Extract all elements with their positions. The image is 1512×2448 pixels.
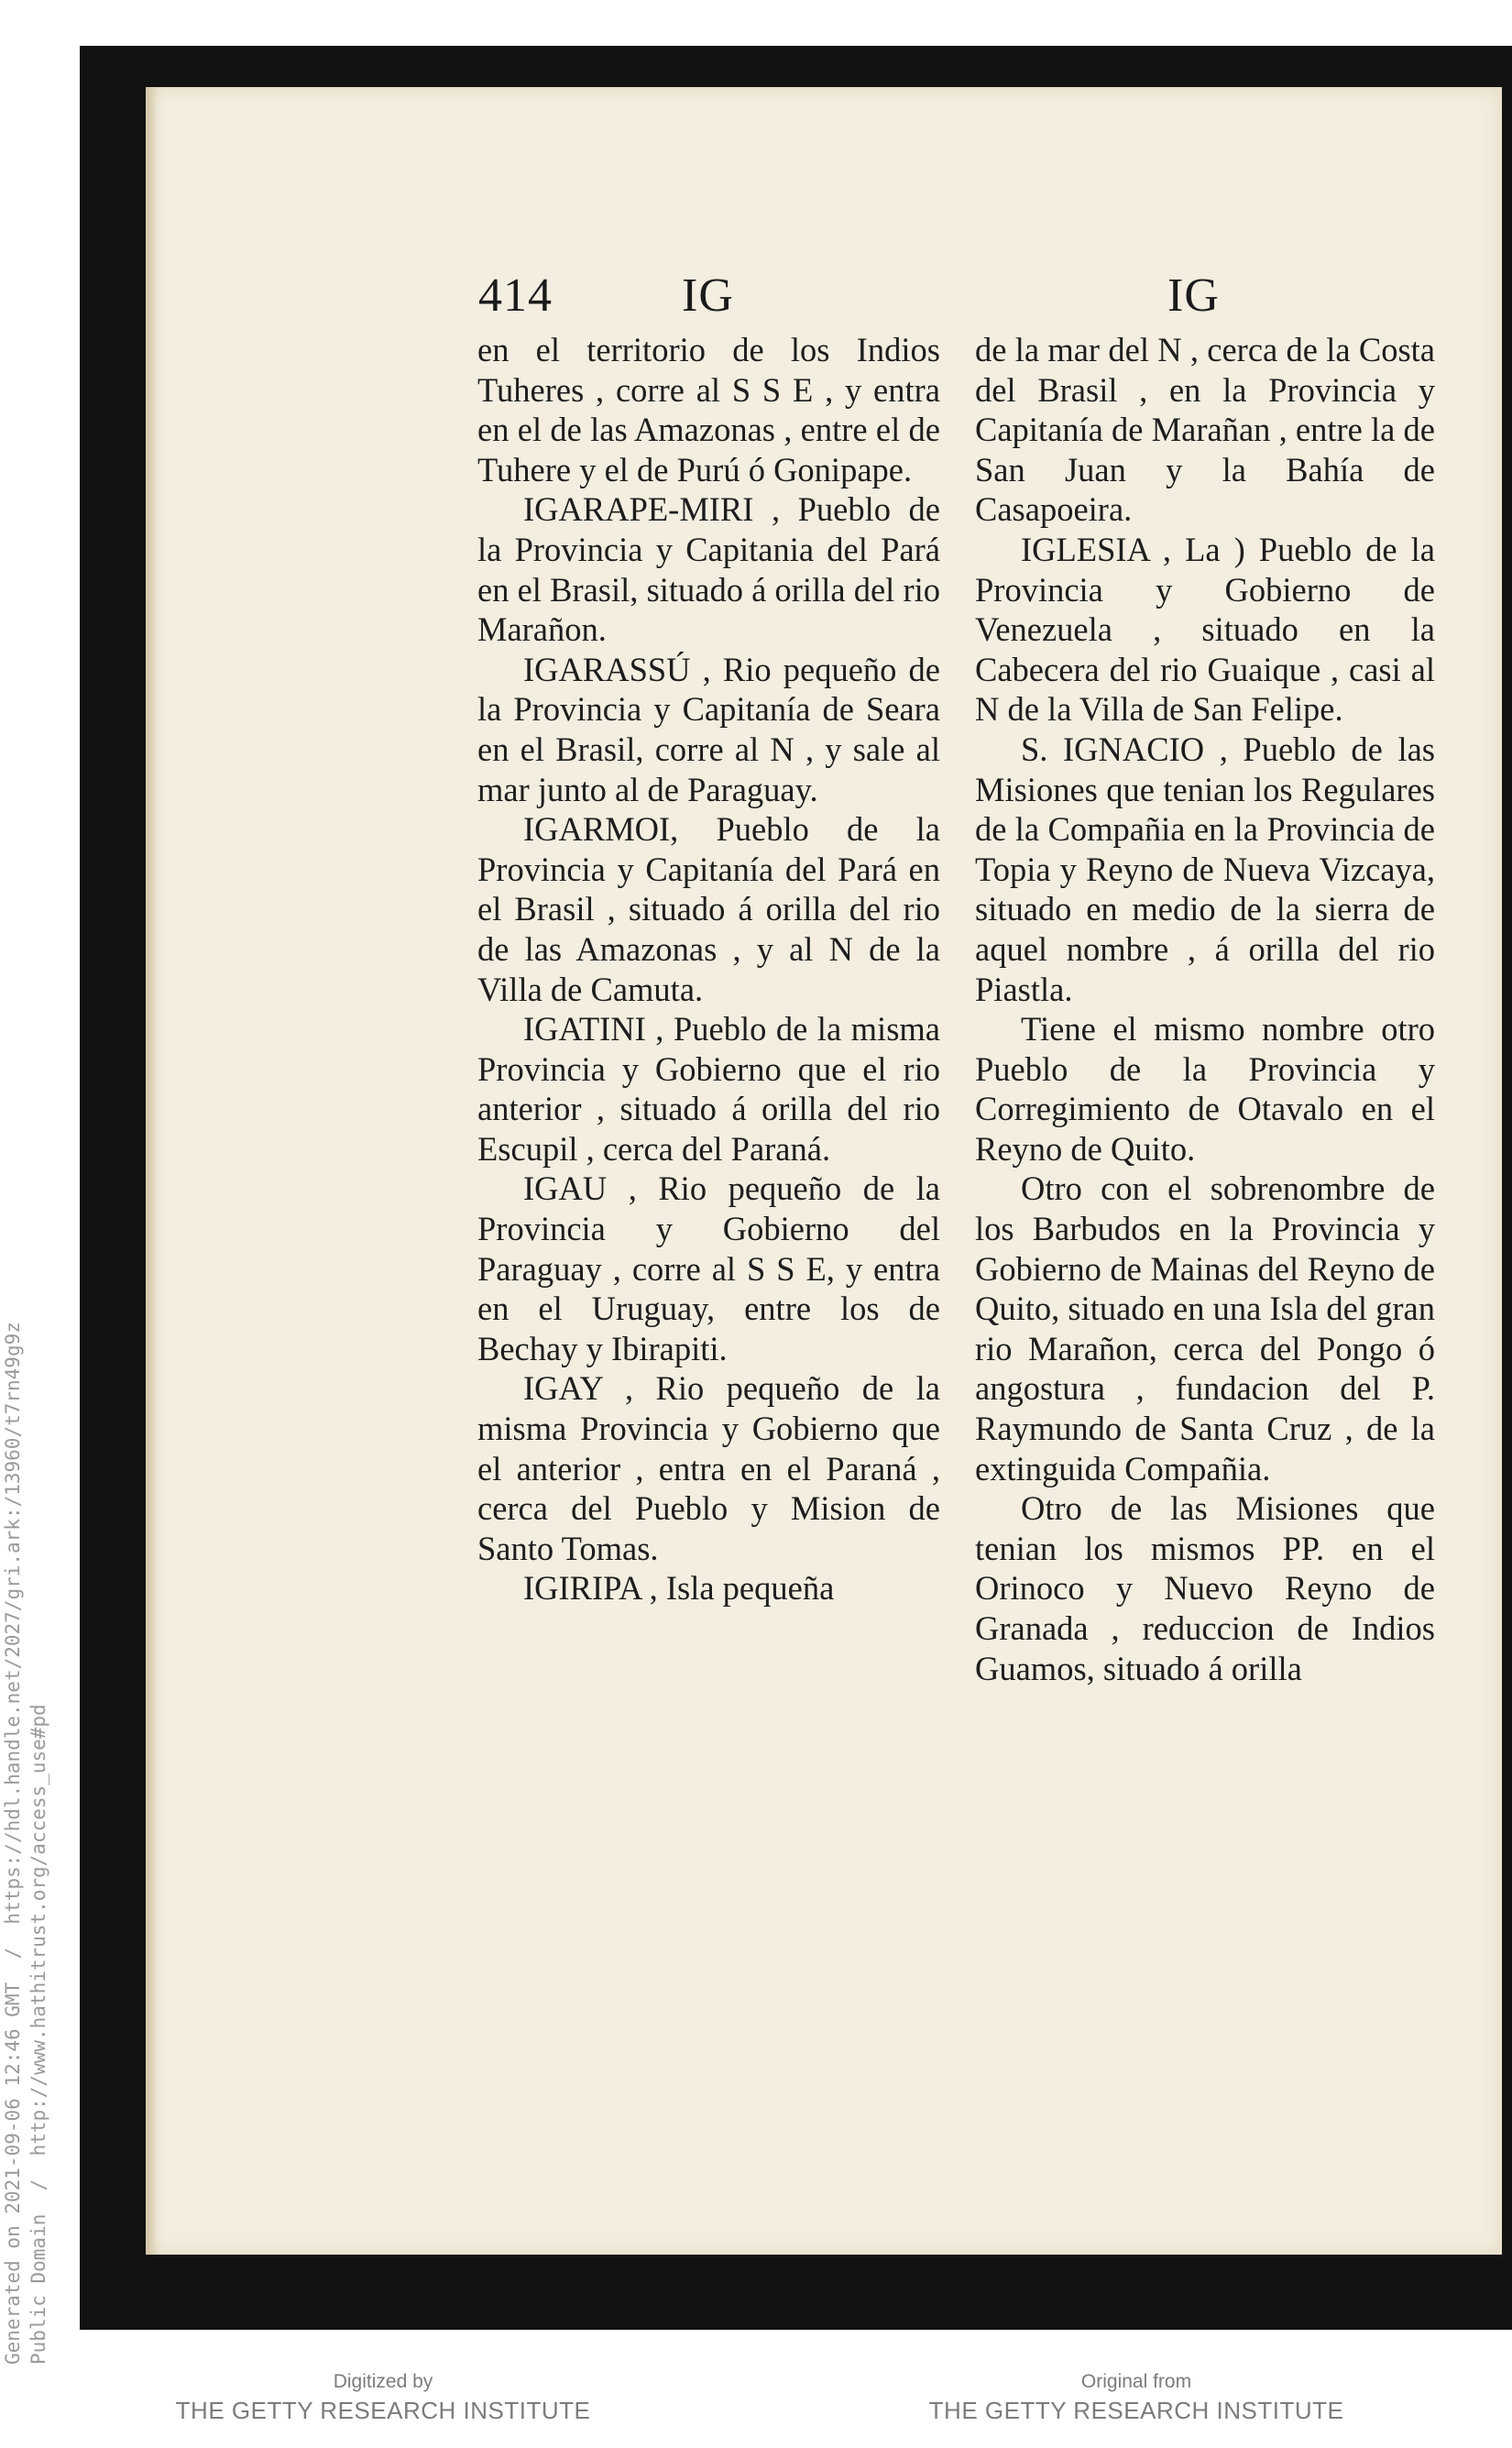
right-paragraph: de la mar del N , cerca de la Costa del Brasil , en la Provincia y Capitanía de Marañan , entre la de San Juan y la Bahía de Casapoeira. (975, 331, 1435, 529)
page-number: 414 (478, 269, 553, 322)
book-page (146, 87, 1502, 2255)
page-header (146, 269, 1502, 333)
right-paragraph: Tiene el mismo nombre otro Pueblo de la Provincia y Corregimiento de Otavalo en el Reyno de Quito. (975, 1010, 1435, 1168)
right-paragraph: Otro de las Misiones que tenian los mismos PP. en el Orinoco y Nuevo Reyno de Granada , reduccion de Indios Guamos, situado á orilla (975, 1489, 1435, 1687)
left-paragraph: IGAY , Rio pequeño de la misma Provincia y Gobierno que el anterior , entra en el Paraná , cerca del Pueblo y Mision de Santo Tomas. (477, 1369, 940, 1567)
side-stamp-rights-line: Public Domain / http://www.hathitrust.org/access_use#pd (27, 1704, 49, 2365)
scan-frame (80, 46, 1512, 2330)
digitized-by-credit (145, 2369, 621, 2426)
left-paragraph: IGARMOI, Pueblo de la Provincia y Capitanía del Pará en el Brasil , situado á orilla del rio de las Amazonas , y al N de la Villa de Camuta. (477, 810, 940, 1008)
right-paragraph: Otro con el sobrenombre de los Barbudos en la Provincia y Gobierno de Mainas del Reyno de Quito, situado en una Isla del gran rio Marañon, cerca del Pongo ó angostura , fundacion del P. Raymundo de Santa Cruz , de la extinguida Compañia. (975, 1169, 1435, 1487)
original-from-label: Original from (1080, 2371, 1192, 2392)
left-paragraph: IGARAPE-MIRI , Pueblo de la Provincia y Capitania del Pará en el Brasil, situado á orilla del rio Marañon. (477, 490, 940, 649)
right-running-head: IG (1167, 269, 1220, 322)
left-paragraph: en el territorio de los Indios Tuheres , corre al S S E , y entra en el de las Amazonas , entre el de Tuhere y el de Purú ó Gonipape. (477, 331, 940, 489)
left-paragraph: IGAU , Rio pequeño de la Provincia y Gobierno del Paraguay , corre al S S E, y entra en el Uruguay, entre los de Bechay y Ibirapiti. (477, 1169, 940, 1367)
right-paragraph: IGLESIA , La ) Pueblo de la Provincia y Gobierno de Venezuela , situado en la Cabecera del rio Guaique , casi al N de la Villa de San Felipe. (975, 530, 1435, 729)
side-stamp-generated-line: Generated on 2021-09-06 12:46 GMT / https://hdl.handle.net/2027/gri.ark:/13960/t7rn49g9z (2, 1322, 24, 2365)
right-paragraph: S. IGNACIO , Pueblo de las Misiones que tenian los Regulares de la Compañia en la Provincia de Topia y Reyno de Nueva Vizcaya, situado en medio de la sierra de aquel nombre , á orilla del rio Piastla. (975, 730, 1435, 1008)
left-paragraph: IGIRIPA , Isla pequeña (523, 1569, 835, 1608)
left-text-column (477, 330, 940, 1608)
hathitrust-side-stamp (0, 1191, 64, 2383)
digitized-by-institution: THE GETTY RESEARCH INSTITUTE (175, 2397, 591, 2424)
digitized-by-label: Digitized by (333, 2371, 433, 2392)
left-paragraph: IGATINI , Pueblo de la misma Provincia y Gobierno que el rio anterior , situado á orilla del rio Escupil , cerca del Paraná. (477, 1010, 940, 1168)
original-from-institution: THE GETTY RESEARCH INSTITUTE (928, 2397, 1344, 2424)
left-running-head: IG (682, 269, 734, 322)
right-text-column (975, 330, 1435, 1688)
left-paragraph: IGARASSÚ , Rio pequeño de la Provincia y Capitanía de Seara en el Brasil, corre al N , y sale al mar junto al de Paraguay. (477, 650, 940, 808)
original-from-credit (898, 2369, 1375, 2426)
